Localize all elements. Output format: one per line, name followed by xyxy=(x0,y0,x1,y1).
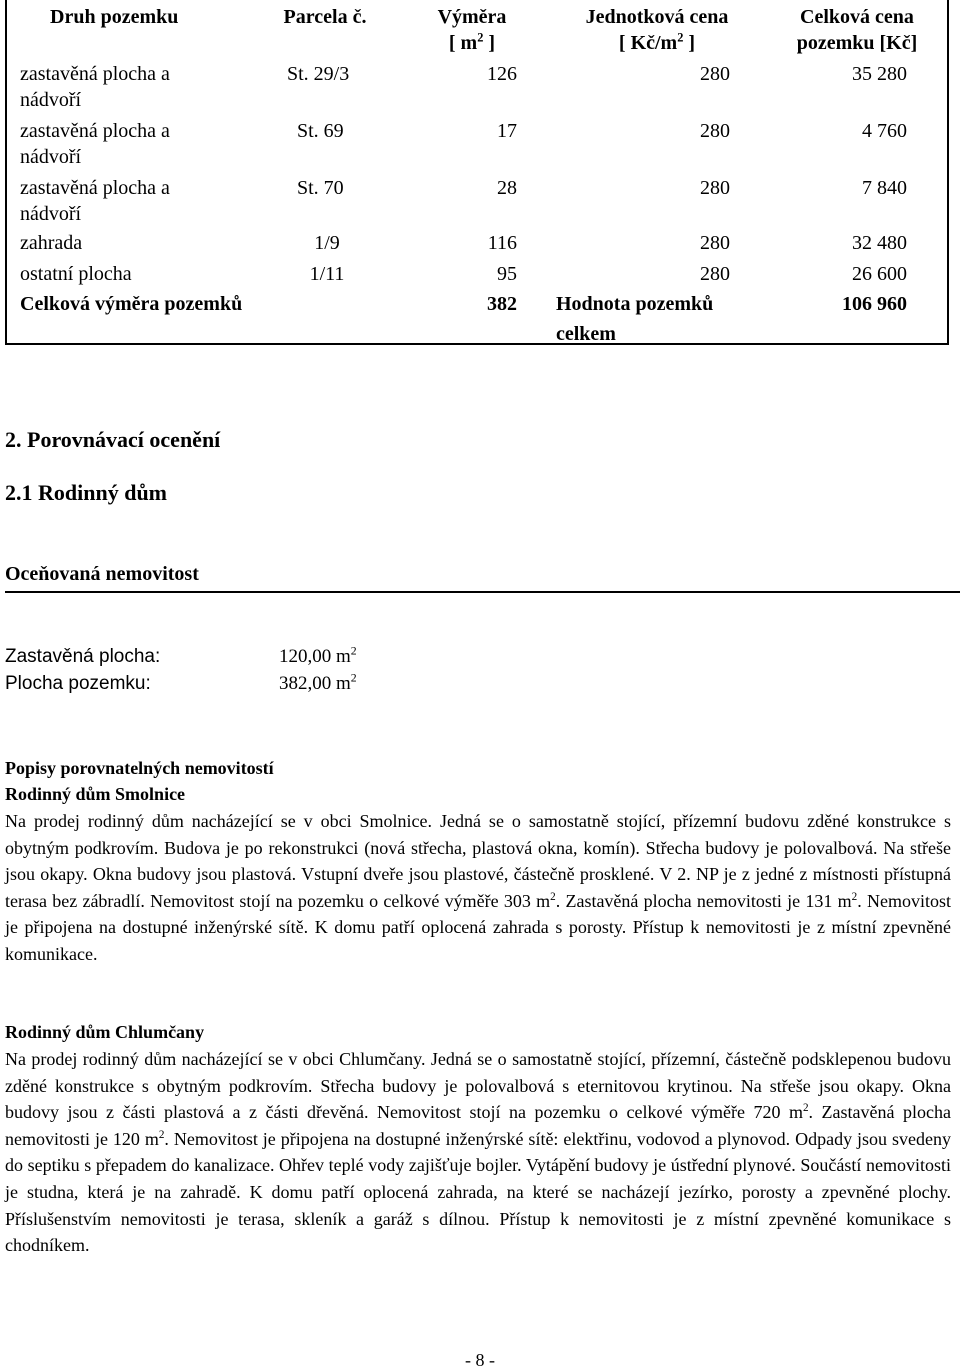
row1-parcel: St. 29/3 xyxy=(287,63,350,85)
row4-total: 32 480 xyxy=(852,232,907,254)
built-area-value: 120,00 $m^2$ xyxy=(279,644,357,667)
row2-area: 17 xyxy=(497,120,517,142)
row5-land-type: ostatní plocha xyxy=(20,263,132,285)
row3-land-type: zastavěná plocha a nádvoří xyxy=(20,177,170,225)
page-number: - 8 - xyxy=(465,1350,495,1370)
row1-land-type: zastavěná plocha a nádvoří xyxy=(20,63,170,111)
col-header-unit-price xyxy=(552,4,762,56)
land-value-table xyxy=(5,0,949,345)
col-header-parcel: Parcela č. xyxy=(283,6,367,28)
comparable-description-smolnice: Na prodej rodinný dům nacházející se v obci Smolnice. Jedná se o samostatně stojící, přízemní budovu zděné konstrukce s obytným podkrovím. Budova je po rekonstrukci (nová střecha, plastová okna, komín). Střecha budovy je polovalbová. Na střeše jsou okapy. Okna budovy jsou plastová. Vstupní dveře jsou plastové, částečně prosklené. V 2. NP je z jedné z místnosti přístupná terasa bez zábradlí. Nemovitost stojí na pozemku o celkové výměře 303 $m^2$. Zastavěná plocha nemovitosti je 131 $m^2$. Nemovitost je připojena na dostupné inženýrské sítě. K domu patří oplocená zahrada s porosty. Přístup k nemovitosti je z místní zpevněné komunikace. xyxy=(5,811,952,964)
col-header-total-price xyxy=(777,4,937,56)
built-area-label: Zastavěná plocha: xyxy=(5,646,161,667)
row1-unit-price: 280 xyxy=(700,63,730,85)
row4-area: 116 xyxy=(487,232,517,254)
row5-parcel: 1/11 xyxy=(309,263,345,285)
row4-parcel: 1/9 xyxy=(314,232,340,254)
col-header-unit-price-line2: [ $Kč/m^2$ ] xyxy=(618,30,696,54)
row1-area: 126 xyxy=(487,63,517,85)
section-title: 2. Porovnávací ocenění xyxy=(5,427,221,452)
row2-land-type: zastavěná plocha a nádvoří xyxy=(20,120,170,168)
col-header-area-line2: [ $m^2$ ] xyxy=(448,30,496,54)
heading-divider xyxy=(5,591,960,593)
comparable-title-smolnice: Rodinný dům Smolnice xyxy=(5,784,186,804)
col-header-total-price-line1: Celková cena xyxy=(800,6,914,28)
subsection-title: 2.1 Rodinný dům xyxy=(5,480,168,505)
summary-value-label: Hodnota pozemků celkem xyxy=(556,293,714,345)
summary-area-label: Celková výměra pozemků xyxy=(20,293,243,315)
col-header-total-price-line2: pozemku [Kč] xyxy=(796,32,918,54)
row2-parcel: St. 69 xyxy=(297,120,344,142)
col-header-land-type: Druh pozemku xyxy=(50,6,179,28)
comparable-title-chlumcany: Rodinný dům Chlumčany xyxy=(5,1022,205,1042)
row2-unit-price: 280 xyxy=(700,120,730,142)
valued-property-heading: Oceňovaná nemovitost xyxy=(5,563,199,585)
comparable-description-chlumcany: Na prodej rodinný dům nacházející se v obci Chlumčany. Jedná se o samostatně stojící, přízemní, částečně podsklepenou budovu zděné konstrukce s obytným podkrovím. Střecha budovy je polovalbová s eternitovou krytinou. Na střeše jsou okapy. Okna budovy jsou z části plastová a z části dřevěná. Nemovitost stojí na pozemku o celkové výměře 720 $m^2$. Zastavěná plocha nemovitosti je 120 $m^2$. Nemovitost je připojena na dostupné inženýrské sítě: elektřinu, vodovod a plynovod. Odpady jsou svedeny do septiku s přepadem do kanalizace. Ohřev teplé vody zajišťuje bojler. Vytápění budovy je ústřední plynové. Součástí nemovitosti je studna, která je na zahradě. K domu patří oplocená zahrada, na které se nacházejí jezírko, porosty a zpevněné plochy. Příslušenstvím nemovitosti je terasa, skleník a garáž s dílnou. Přístup k nemovitosti je z místní zpevněné komunikace s chodníkem. xyxy=(5,1049,952,1256)
row5-unit-price: 280 xyxy=(700,263,730,285)
row5-total: 26 600 xyxy=(852,263,907,285)
row4-unit-price: 280 xyxy=(700,232,730,254)
col-header-unit-price-line1: Jednotková cena xyxy=(585,6,729,28)
col-header-area-line1: Výměra xyxy=(437,6,507,28)
comparables-heading: Popisy porovnatelných nemovitostí xyxy=(5,758,274,778)
summary-value-total: 106 960 xyxy=(842,293,907,315)
row3-area: 28 xyxy=(497,177,517,199)
land-area-label: Plocha pozemku: xyxy=(5,673,151,694)
row5-area: 95 xyxy=(497,263,517,285)
land-area-value: 382,00 $m^2$ xyxy=(279,671,357,694)
row2-total: 4 760 xyxy=(862,120,907,142)
row3-parcel: St. 70 xyxy=(297,177,344,199)
summary-area-total: 382 xyxy=(487,293,517,315)
col-header-area xyxy=(417,4,527,56)
row1-total: 35 280 xyxy=(852,63,907,85)
row3-unit-price: 280 xyxy=(700,177,730,199)
row3-total: 7 840 xyxy=(862,177,907,199)
row4-land-type: zahrada xyxy=(20,232,83,254)
